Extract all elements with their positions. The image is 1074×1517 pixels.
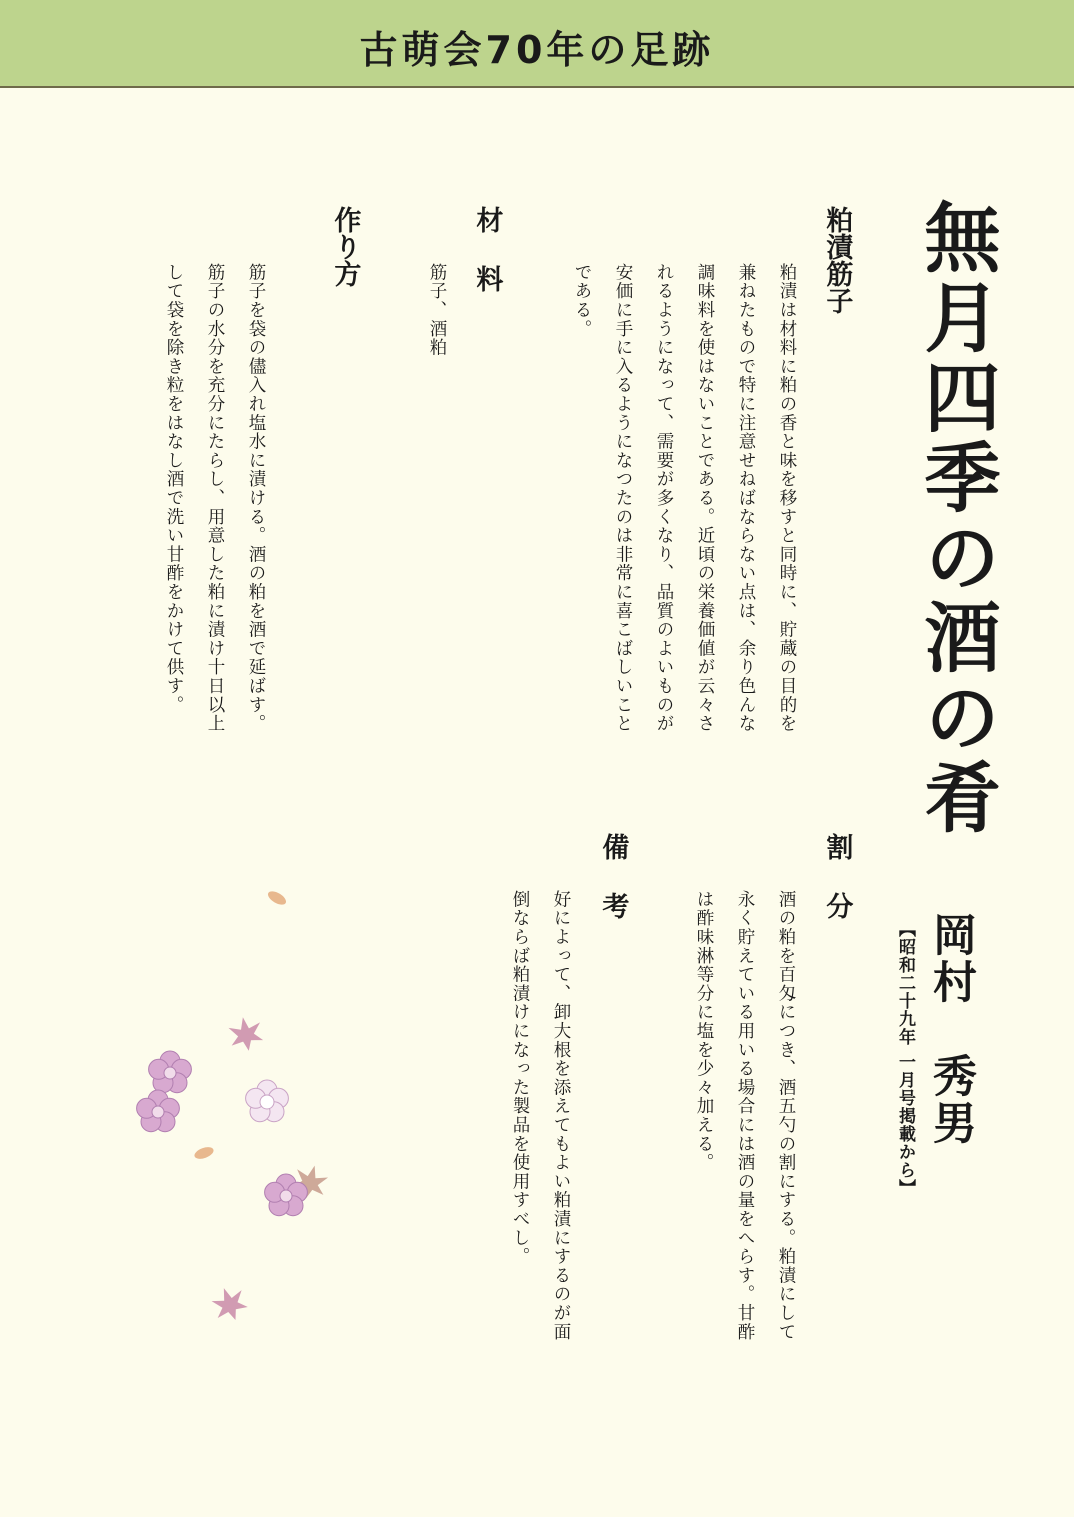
header-band bbox=[0, 0, 1074, 88]
section-body-ratio: 酒の粕を百匁につき、酒五勺の割にする。粕漬にして永く貯えている用いる場合には酒の量をへらす。甘酢は酢味淋等分に塩を少々加える。 bbox=[694, 890, 796, 1342]
section-heading-notes: 備考 bbox=[597, 833, 629, 951]
author-note: 【昭和二十九年 一月号掲載から】 bbox=[895, 920, 915, 1197]
cherry-blossom-icon bbox=[246, 1080, 289, 1122]
cherry-blossom-icon bbox=[137, 1090, 180, 1132]
section-heading-ingredients: 材料 bbox=[471, 206, 503, 324]
article-title: 無月四季の酒の肴 bbox=[912, 198, 1001, 838]
cherry-blossom-decoration bbox=[130, 880, 360, 1350]
section-body-method: 筋子を袋の儘入れ塩水に漬ける。酒の粕を酒で延ばす。筋子の水分を充分にたらし、用意した粕に漬け十日以上して袋を除き粒をはなし酒で洗い甘酢をかけて供す。 bbox=[164, 263, 266, 733]
petal-icon bbox=[193, 1145, 215, 1161]
section-body-intro: 粕漬は材料に粕の香と味を移すと同時に、貯蔵の目的を兼ねたもので特に注意せねばならない点は、余り色んな調味料を使はないことである。近頃の栄養価値が云々されるようになって、需要が多くなり、品質のよいものが安価に手に入るようになつたのは非常に喜こばしいことである。 bbox=[572, 263, 797, 733]
section-heading-method: 作り方 bbox=[329, 206, 361, 287]
maple-leaf-icon bbox=[209, 1283, 251, 1326]
section-heading-intro: 粕漬筋子 bbox=[821, 206, 853, 314]
cherry-blossom-icon bbox=[149, 1051, 192, 1093]
author-name: 岡村 秀男 bbox=[925, 912, 976, 1147]
maple-leaf-icon bbox=[227, 1014, 264, 1053]
section-body-notes: 好によって、卸大根を添えてもよい粕漬にするのが面倒ならば粕漬けになった製品を使用すべし。 bbox=[510, 890, 571, 1342]
petal-icon bbox=[266, 889, 288, 908]
header-title: 古萌会70年の足跡 bbox=[359, 27, 715, 72]
cherry-blossom-icon bbox=[265, 1174, 308, 1216]
section-heading-ratio: 割分 bbox=[821, 833, 853, 951]
section-body-ingredients: 筋子、酒粕 bbox=[427, 263, 447, 357]
